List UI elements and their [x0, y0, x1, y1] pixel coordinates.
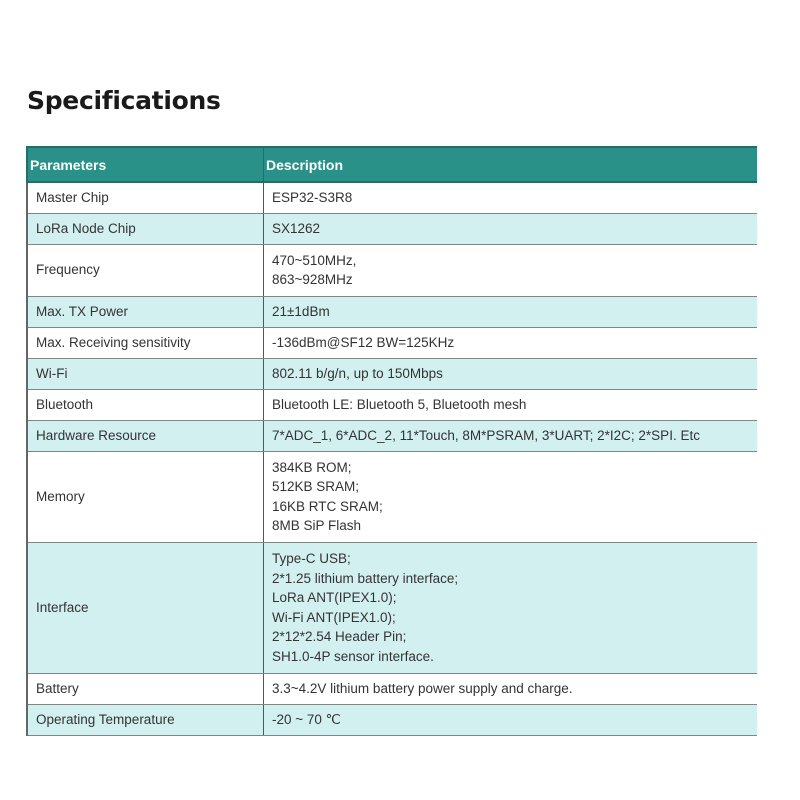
table-row: [27, 182, 757, 213]
table-row: [27, 451, 757, 542]
description-cell: [264, 451, 758, 542]
table-row: [27, 213, 757, 244]
parameter-cell: Wi-Fi: [27, 358, 264, 389]
parameter-cell: Master Chip: [27, 182, 264, 213]
table-row: [27, 704, 757, 735]
description-line: Wi-Fi ANT(IPEX1.0);: [272, 609, 396, 625]
table-row: [27, 420, 757, 451]
parameter-cell: Max. Receiving sensitivity: [27, 327, 264, 358]
description-cell: [264, 389, 758, 420]
description-line: 2*12*2.54 Header Pin;: [272, 629, 407, 644]
table-row: [27, 327, 757, 358]
parameter-cell: Frequency: [27, 244, 264, 296]
description-line: LoRa ANT(IPEX1.0);: [272, 590, 397, 605]
parameter-cell: Battery: [27, 673, 264, 704]
table-row: [27, 542, 757, 673]
description-line: 3.3~4.2V lithium battery power supply and charge.: [272, 680, 573, 696]
parameter-cell: Interface: [27, 542, 264, 673]
description-cell: [264, 704, 758, 735]
table-row: [27, 296, 757, 327]
description-cell: [264, 673, 758, 704]
description-line: 802.11 b/g/n, up to 150Mbps: [272, 365, 443, 381]
description-line: ESP32-S3R8: [272, 190, 353, 205]
description-cell: [264, 358, 758, 389]
table-row: [27, 389, 757, 420]
parameter-cell: Hardware Resource: [27, 420, 264, 451]
description-line: 21±1dBm: [272, 303, 330, 319]
description-line: 7*ADC_1, 6*ADC_2, 11*Touch, 8M*PSRAM, 3*UART; 2*I2C; 2*SPI. Etc: [272, 427, 700, 443]
description-cell: [264, 327, 758, 358]
parameter-cell: Max. TX Power: [27, 296, 264, 327]
description-cell: [264, 213, 758, 244]
table-row: [27, 673, 757, 704]
header-parameters: Parameters: [27, 147, 264, 182]
description-line: SX1262: [272, 220, 321, 236]
description-line: -20 ~ 70 ℃: [272, 711, 341, 727]
specifications-table: [26, 146, 757, 736]
description-line: 470~510MHz,: [272, 252, 357, 268]
description-line: 8MB SiP Flash: [272, 518, 362, 533]
parameter-cell: Operating Temperature: [27, 704, 264, 735]
table-header-row: [27, 147, 757, 182]
header-description: Description: [264, 147, 758, 182]
description-line: -136dBm@SF12 BW=125KHz: [272, 334, 455, 350]
parameter-cell: Memory: [27, 451, 264, 542]
table-body: [27, 182, 757, 735]
description-line: Bluetooth LE: Bluetooth 5, Bluetooth mesh: [272, 396, 527, 412]
description-line: 863~928MHz: [272, 272, 353, 287]
description-cell: [264, 296, 758, 327]
description-line: 512KB SRAM;: [272, 479, 360, 494]
description-cell: [264, 182, 758, 213]
description-cell: [264, 542, 758, 673]
description-line: 2*1.25 lithium battery interface;: [272, 570, 459, 586]
description-line: 16KB RTC SRAM;: [272, 498, 383, 514]
description-line: Type-C USB;: [272, 551, 351, 566]
table-row: [27, 244, 757, 296]
description-cell: [264, 420, 758, 451]
page-title: Specifications: [27, 86, 221, 115]
description-line: SH1.0-4P sensor interface.: [272, 648, 434, 664]
table-row: [27, 358, 757, 389]
parameter-cell: LoRa Node Chip: [27, 213, 264, 244]
description-line: 384KB ROM;: [272, 459, 352, 475]
parameter-cell: Bluetooth: [27, 389, 264, 420]
description-cell: [264, 244, 758, 296]
